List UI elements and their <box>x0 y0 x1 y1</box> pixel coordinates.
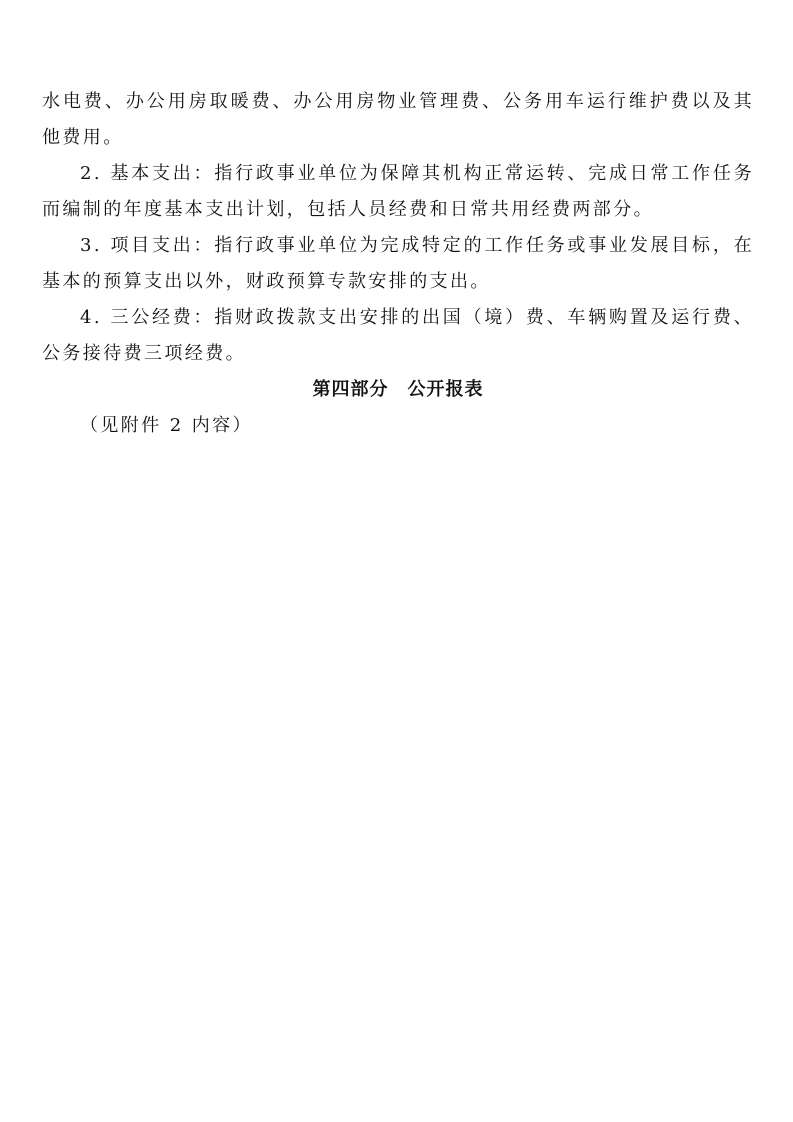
definition-project-expenditure: 3. 项目支出：指行政事业单位为完成特定的工作任务或事业发展目标，在基本的预算支出以外，财政预算专款安排的支出。 <box>42 235 754 292</box>
attachment-note: （见附件 2 内容） <box>80 415 253 436</box>
section-heading: 第四部分 公开报表 <box>312 379 484 400</box>
continued-paragraph: 水电费、办公用房取暖费、办公用房物业管理费、公务用车运行维护费以及其他费用。 <box>42 91 754 148</box>
definition-three-public-expenses: 4. 三公经费：指财政拨款支出安排的出国（境）费、车辆购置及运行费、公务接待费三项经费。 <box>42 307 754 364</box>
definition-basic-expenditure: 2. 基本支出：指行政事业单位为保障其机构正常运转、完成日常工作任务而编制的年度基本支出计划，包括人员经费和日常共用经费两部分。 <box>42 163 754 220</box>
document-body <box>42 84 754 444</box>
